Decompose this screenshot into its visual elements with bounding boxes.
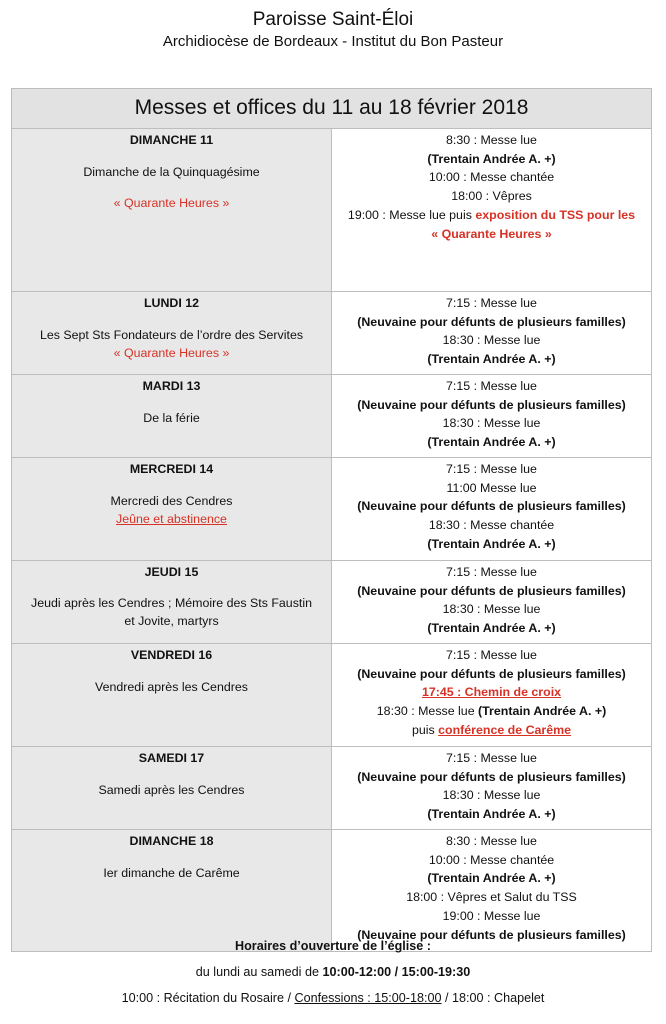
schedule-cell bbox=[332, 375, 652, 458]
footer-text: / 18:00 : Chapelet bbox=[441, 991, 545, 1005]
table-row bbox=[12, 292, 652, 375]
day-name: JEUDI 15 bbox=[144, 565, 199, 579]
schedule-cell bbox=[332, 830, 652, 952]
schedule-line: 8:30 : Messe lue bbox=[446, 133, 537, 147]
schedule-line: (Trentain Andrée A. +) bbox=[427, 807, 556, 822]
day-cell bbox=[12, 747, 332, 830]
schedule-line: 18:30 : Messe lue bbox=[442, 602, 541, 617]
footer-hours: 10:00-12:00 / 15:00-19:30 bbox=[322, 965, 471, 979]
schedule-line: 18:30 : Messe lue bbox=[442, 788, 541, 803]
highlight-text: exposition du TSS pour les bbox=[475, 207, 636, 222]
schedule-line: (Trentain Andrée A. +) bbox=[427, 435, 556, 450]
day-cell bbox=[12, 561, 332, 644]
schedule-line: (Trentain Andrée A. +) bbox=[427, 352, 556, 367]
schedule-line: 18:00 : Vêpres et Salut du TSS bbox=[406, 890, 577, 905]
table-row bbox=[12, 830, 652, 952]
schedule-line: 7:15 : Messe lue bbox=[446, 462, 537, 476]
schedule-line: (Neuvaine pour défunts de plusieurs familles) bbox=[357, 583, 626, 598]
feast-name: Jeudi après les Cendres ; Mémoire des Sts Faustin bbox=[31, 595, 312, 610]
day-cell bbox=[12, 129, 332, 292]
schedule-line: (Trentain Andrée A. +) bbox=[427, 621, 556, 636]
schedule-line: (Trentain Andrée A. +) bbox=[427, 871, 556, 886]
feast-name: Vendredi après les Cendres bbox=[95, 679, 248, 694]
feast-name: Les Sept Sts Fondateurs de l’ordre des Servites bbox=[39, 327, 304, 342]
schedule-cell bbox=[332, 747, 652, 830]
opening-hours-line bbox=[0, 962, 666, 982]
schedule-line: 8:30 : Messe lue bbox=[446, 834, 537, 848]
feast-name: Ier dimanche de Carême bbox=[103, 865, 240, 880]
schedule-line bbox=[336, 702, 647, 721]
confessions-link[interactable]: Confessions : 15:00-18:00 bbox=[294, 991, 442, 1005]
footer-text: du lundi au samedi de bbox=[195, 965, 323, 979]
day-name: DIMANCHE 18 bbox=[129, 834, 214, 848]
day-cell bbox=[12, 644, 332, 747]
schedule-line: 11:00 Messe lue bbox=[446, 480, 537, 495]
stations-of-cross-link[interactable]: 17:45 : Chemin de croix bbox=[421, 685, 562, 700]
day-name: VENDREDI 16 bbox=[130, 648, 213, 662]
table-row bbox=[12, 458, 652, 561]
schedule-line: (Neuvaine pour défunts de plusieurs familles) bbox=[357, 769, 626, 784]
schedule-cell bbox=[332, 644, 652, 747]
schedule-line bbox=[336, 721, 647, 740]
schedule-text: 19:00 : Messe lue puis bbox=[347, 207, 476, 222]
table-title: Messes et offices du 11 au 18 février 2018 bbox=[12, 89, 652, 129]
schedule-line: 7:15 : Messe lue bbox=[446, 648, 537, 662]
schedule-line: 10:00 : Messe chantée bbox=[428, 852, 555, 867]
schedule-table bbox=[11, 88, 652, 952]
schedule-line: (Trentain Andrée A. +) bbox=[427, 536, 556, 551]
table-row bbox=[12, 375, 652, 458]
schedule-line: 19:00 : Messe lue bbox=[442, 908, 541, 923]
schedule-line: 7:15 : Messe lue bbox=[446, 751, 537, 765]
day-cell bbox=[12, 458, 332, 561]
schedule-text: 18:30 : Messe lue bbox=[376, 704, 479, 719]
opening-hours bbox=[0, 936, 666, 1008]
table-header-row bbox=[12, 89, 652, 129]
schedule-cell bbox=[332, 129, 652, 292]
schedule-text: puis bbox=[411, 722, 439, 737]
schedule-line: (Neuvaine pour défunts de plusieurs familles) bbox=[357, 397, 626, 412]
lent-conference-link[interactable]: conférence de Carême bbox=[438, 722, 572, 737]
day-name: LUNDI 12 bbox=[143, 296, 200, 310]
schedule-line: (Neuvaine pour défunts de plusieurs familles) bbox=[357, 666, 626, 681]
table-row bbox=[12, 129, 652, 292]
table-row bbox=[12, 644, 652, 747]
schedule-line: 7:15 : Messe lue bbox=[446, 379, 537, 393]
day-cell bbox=[12, 292, 332, 375]
schedule-line: (Neuvaine pour défunts de plusieurs familles) bbox=[357, 499, 626, 514]
table-row bbox=[12, 747, 652, 830]
table-row bbox=[12, 561, 652, 644]
day-cell bbox=[12, 375, 332, 458]
footer-text: 10:00 : Récitation du Rosaire / bbox=[121, 991, 295, 1005]
opening-hours-heading: Horaires d’ouverture de l’église : bbox=[235, 939, 431, 953]
day-note: « Quarante Heures » bbox=[113, 196, 230, 211]
schedule-line: 18:00 : Vêpres bbox=[451, 189, 532, 204]
schedule-cell bbox=[332, 292, 652, 375]
feast-name: De la férie bbox=[143, 410, 200, 425]
schedule-line: (Neuvaine pour défunts de plusieurs familles) bbox=[357, 314, 626, 329]
schedule-line: « Quarante Heures » bbox=[431, 226, 552, 241]
schedule-line: 10:00 : Messe chantée bbox=[428, 170, 555, 185]
schedule-line: 7:15 : Messe lue bbox=[446, 565, 537, 579]
schedule-line: 18:30 : Messe lue bbox=[442, 416, 541, 431]
feast-name: Dimanche de la Quinquagésime bbox=[83, 164, 260, 179]
day-name: DIMANCHE 11 bbox=[129, 133, 214, 147]
schedule-line: 18:30 : Messe chantée bbox=[428, 518, 555, 533]
feast-name: Mercredi des Cendres bbox=[110, 493, 233, 508]
schedule-cell bbox=[332, 458, 652, 561]
feast-name-cont: et Jovite, martyrs bbox=[124, 614, 219, 629]
parish-subtitle: Archidiocèse de Bordeaux - Institut du Bon Pasteur bbox=[162, 33, 504, 50]
day-note: « Quarante Heures » bbox=[113, 346, 230, 361]
schedule-line: (Trentain Andrée A. +) bbox=[427, 151, 556, 166]
schedule-line: 18:30 : Messe lue bbox=[442, 333, 541, 348]
schedule-line bbox=[336, 206, 647, 225]
day-note: Jeûne et abstinence bbox=[116, 512, 227, 527]
day-name: MARDI 13 bbox=[142, 379, 201, 393]
schedule-cell bbox=[332, 561, 652, 644]
parish-title: Paroisse Saint-Éloi bbox=[252, 9, 414, 30]
daily-offices-line bbox=[0, 988, 666, 1008]
feast-name: Samedi après les Cendres bbox=[98, 782, 245, 797]
schedule-line: (Neuvaine pour défunts de plusieurs familles) bbox=[357, 927, 626, 942]
page-header bbox=[0, 0, 666, 51]
schedule-line: 7:15 : Messe lue bbox=[446, 296, 537, 310]
day-name: MERCREDI 14 bbox=[129, 462, 214, 476]
day-name: SAMEDI 17 bbox=[138, 751, 205, 765]
day-cell bbox=[12, 830, 332, 952]
schedule-text: (Trentain Andrée A. +) bbox=[478, 704, 607, 719]
